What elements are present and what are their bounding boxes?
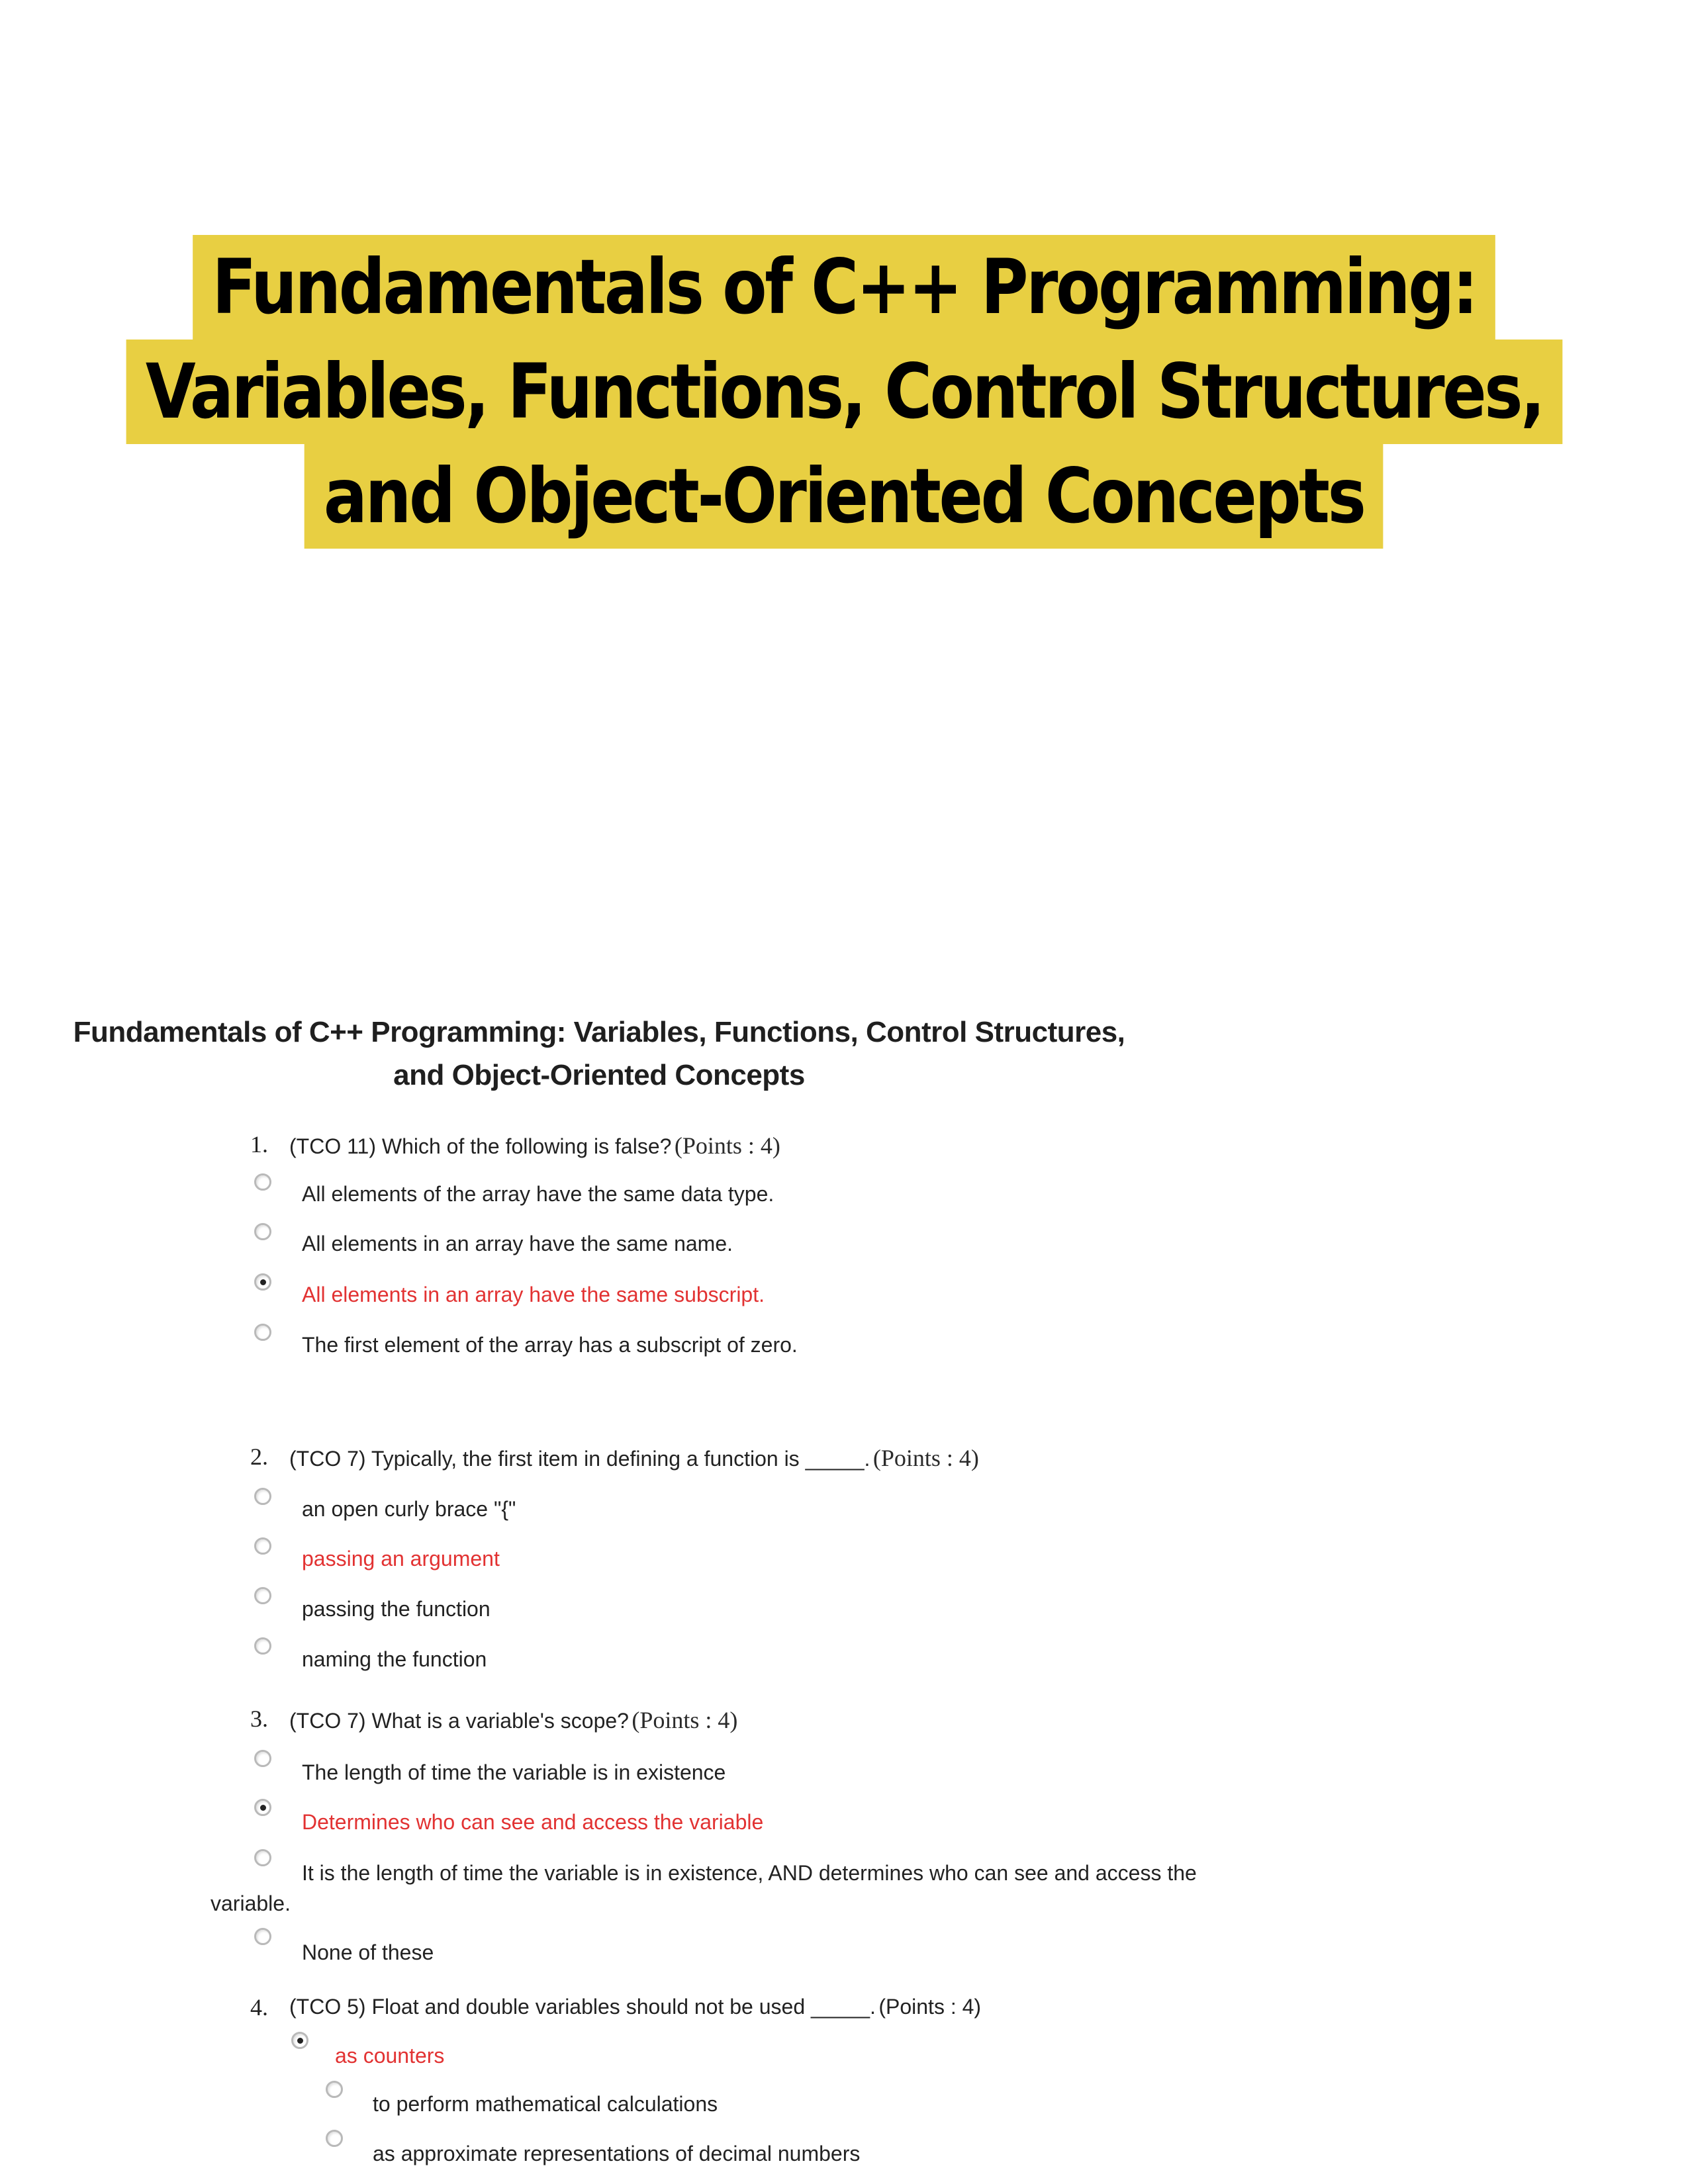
- question-points: (Points : 4): [878, 1995, 982, 2019]
- answer-radio-selected[interactable]: [291, 2032, 308, 2049]
- answer-option: It is the length of time the variable is in existence, AND determines who can see and access the: [302, 1861, 1197, 1885]
- answer-option-correct: All elements in an array have the same subscript.: [302, 1283, 765, 1306]
- question-number: 1.: [250, 1131, 268, 1158]
- question-text: (TCO 11) Which of the following is false?: [289, 1134, 672, 1158]
- answer-radio[interactable]: [326, 2081, 343, 2098]
- answer-option: The first element of the array has a subscript of zero.: [302, 1333, 798, 1357]
- answer-option: The length of time the variable is in existence: [302, 1760, 726, 1784]
- question-prompt: [289, 1995, 981, 2019]
- answer-radio-selected[interactable]: [254, 1799, 271, 1816]
- answer-radio[interactable]: [254, 1173, 271, 1191]
- answer-option-correct: passing an argument: [302, 1547, 500, 1570]
- answer-option: naming the function: [302, 1647, 487, 1671]
- question-prompt: [289, 1706, 737, 1734]
- answer-option: All elements in an array have the same name.: [302, 1232, 733, 1255]
- answer-radio[interactable]: [254, 1928, 271, 1945]
- question-prompt: [289, 1444, 979, 1472]
- question-text: (TCO 5) Float and double variables should not be used _____.: [289, 1995, 876, 2019]
- question-points: (Points : 4): [674, 1132, 780, 1159]
- cover-title-line-2: Variables, Functions, Control Structures,: [126, 340, 1562, 444]
- cover-title-line-1: Fundamentals of C++ Programming:: [193, 235, 1495, 340]
- answer-radio[interactable]: [254, 1537, 271, 1555]
- answer-option-continuation: variable.: [211, 1891, 291, 1915]
- answer-option: passing the function: [302, 1597, 491, 1621]
- cover-title-line-3: and Object-Oriented Concepts: [305, 444, 1383, 549]
- question-number: 4.: [250, 1994, 268, 2021]
- answer-radio[interactable]: [254, 1750, 271, 1767]
- answer-radio[interactable]: [326, 2130, 343, 2147]
- answer-radio[interactable]: [254, 1587, 271, 1604]
- question-prompt: [289, 1132, 780, 1160]
- question-text: (TCO 7) What is a variable's scope?: [289, 1709, 629, 1733]
- question-text: (TCO 7) Typically, the first item in defining a function is _____.: [289, 1447, 870, 1471]
- answer-radio[interactable]: [254, 1488, 271, 1505]
- document-title-line-2: and Object-Oriented Concepts: [393, 1059, 805, 1091]
- answer-option-correct: as counters: [335, 2044, 445, 2068]
- answer-option: an open curly brace "{": [302, 1497, 516, 1521]
- answer-radio[interactable]: [254, 1637, 271, 1655]
- question-number: 2.: [250, 1443, 268, 1470]
- answer-radio[interactable]: [254, 1223, 271, 1240]
- document-title-line-1: Fundamentals of C++ Programming: Variables, Functions, Control Structures,: [73, 1016, 1125, 1048]
- question-number: 3.: [250, 1706, 268, 1732]
- answer-option: None of these: [302, 1940, 434, 1964]
- question-points: (Points : 4): [632, 1707, 738, 1733]
- answer-option: All elements of the array have the same data type.: [302, 1182, 774, 1206]
- answer-option: as approximate representations of decimal numbers: [373, 2142, 861, 2165]
- answer-radio-selected[interactable]: [254, 1273, 271, 1291]
- answer-radio[interactable]: [254, 1849, 271, 1866]
- answer-option-correct: Determines who can see and access the variable: [302, 1810, 764, 1834]
- answer-radio[interactable]: [254, 1324, 271, 1341]
- question-points: (Points : 4): [872, 1445, 979, 1471]
- answer-option: to perform mathematical calculations: [373, 2092, 718, 2116]
